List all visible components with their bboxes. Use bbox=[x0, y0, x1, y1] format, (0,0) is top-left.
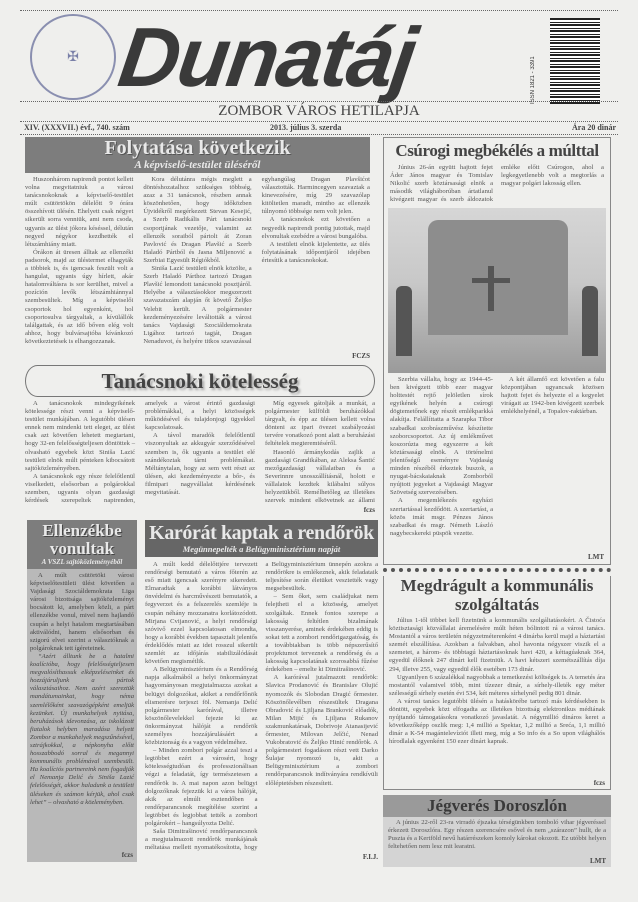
paragraph: Saša Dimitrašinović rendőrparancsnok a megjutalmazott rendőrök munkájának méltatása mellett nyomatékosította, hogy a Belügyminisztérium ünnepén azokra a rendőrökre is emlékeznek, akik feladataik teljesítése során életüket vesztették vagy megsebesültek. bbox=[145, 561, 378, 852]
divider bbox=[20, 121, 618, 122]
paragraph: – Minden zombori polgár azzal teszi a legtöbbet ezért a városért, hogy kötelességtudóan és professzionálisan végzi a feladatát, így természetesen a rendőrök is. A mai napon azon belügyi dolgozóknak fejezzük ki a város hálóját, akik az elmúlt esztendőben a rendőrparancsnok megítélése szerint a legtöbbet és legjobbat tették a zombori polgárokért – hangsúlyozta Delić. bbox=[145, 747, 258, 827]
article-body bbox=[384, 376, 610, 553]
article-header bbox=[25, 137, 370, 173]
cross-bar bbox=[472, 278, 510, 283]
issue-date: 2013. július 3. szerda bbox=[270, 123, 342, 132]
article-body bbox=[384, 161, 610, 205]
article-title: Csúrogi megbékélés a múlttal bbox=[395, 141, 599, 160]
divider bbox=[20, 101, 618, 102]
guard-figure bbox=[396, 286, 412, 356]
paragraph: A karórával jutalmazott rendőrök: Slavica Prodanović és Branislav Olujić nyomozók és Slobodan Dragić őrmester. Köszönőlevélben részesültek Dragana Obradović és Ljiljana Branković előadók, Milan Mijić és Ljiljana Rukanov szakmunkatársak, Dobrivoje Atanasijević őrmester, Milovan Jelčić, Nenad Vukobratović és Željko Hinić rendőrök. A polgármesteri fogadáson részt vett Darko Šulajar nyomozó is, akit a Belügyminisztérium a zombori rendőrparancsnok indítványára rendkívüli előléptetésben részesített. bbox=[265, 674, 378, 787]
paragraph: A múlt csütörtöki városi képviselőtestületi ülést követően a Vajdasági Szociáldemokrata Liga városi bizottsága sajtóközleményt bocsátott ki, amelyben közli, a párt ellenzékbe vonul, mivel nem hajlandó csupán a helyi hatalom megtartásában aktiválódni, hanem elsősorban és szigorú elvei szerint a választóknak a polgároknak tett ígéreteinek. bbox=[30, 572, 134, 652]
article-tanacsnoki bbox=[25, 365, 375, 515]
article-jegveres bbox=[383, 795, 611, 867]
article-signature: fczs bbox=[363, 506, 375, 514]
paragraph: Kora délutánra mégis meglett a döntéshozatalhoz szükséges többség, azaz a 31 tanácsnok, részben annak köszönhetően, hogy időközben Újvidékről megérkezett Stevan Kesejić, a Szerb Radikális Párt tanácsnoki csoportjának vezetője, valamint az ellenzék soraiból pártolt át Zoran Pavlović és Dragan Plavšić a Szerb Haladó Pártból és Jasna Miljenović a Szerbiai Egyesült Régiókból. bbox=[143, 176, 252, 264]
paragraph: Július 1-től többet kell fizetnünk a kommunális szolgáltatásokért. A Čistoća köztisztasági közvállalat áremelésére múlt héten bólintott rá a városi tanács. Mostantól a város területén négyzetméterenként 4 dinárba kerül majd a háztartási szemét elszállítása. Azokban a falvakban, ahol havonta négyszer viszik el a szemetet, a három- és többtagú háztartásoknak havi 420, a kéttagúaknak 364, egyedül élőknek 247 dinárt kell fizetniük. A havi kétszeri szemétszállítás díja 294, illetve 255, vagy egyedül élők esetében 173 dinár. bbox=[389, 617, 605, 673]
paragraph: Siniša Lazić testületi elnök közölte, a Szerb Haladó Párthoz tartozó Dragan Plavšić lemondott tanácsnoki posztjáról. Helyébe a választásokkor megszerzett szavazatszám alapján őt követő Željko Velebit került. A polgármester kezdeményezésére leváltották a városi tanács Vajdasági Szociáldemokrata Ligához tartozó tagját, Dragan Nenaduvot, és helyére titkos szavazással egyhangúlag Dragan Plavšićot választották. Harmincegyen szavaztak a kinevezésére, míg 29 szavazólap kitöltetlen maradt, mintho az ellenzék túlnyomó többsége nem volt jelen. bbox=[143, 176, 370, 345]
article-body bbox=[25, 400, 375, 506]
article-subtitle: A képviselő-testület üléséről bbox=[134, 159, 261, 171]
article-title: Ellenzékbe vonultak bbox=[42, 521, 122, 558]
paragraph: Szerbia vállalta, hogy az 1944-45-ben kivégzett több ezer magyar holttestét rejtő jelöletlen sírok egyikének helyén a csúrogi dögtemetőnek egy részét emlékparkká alakítja. Felállíttatta a Szarapka Tibor szabadkai szobrászművész készítette szoborcsoportot. Az új emlékművet koszorúzta meg egyszerre a két köztársasági elnök. A történelmi jelentőségű eseményre Vajdaság minden részéből érkeztek buszok, a nyugat-bácskaiaknak Zomborból nyújtott jegyeket a Vajdasági Magyar Szövetség szervezésében. bbox=[390, 376, 493, 497]
article-body bbox=[27, 569, 137, 851]
article-title: Jégverés Doroszlón bbox=[383, 795, 611, 817]
paragraph: A megemlékezés egyházi szertartással kezdődött. A szertartást, a közös imát msgr. Pénzes János szabadkai és msgr. Németh László nagybecskereki püspök vezette. bbox=[390, 497, 493, 537]
paragraph: A testületi elnök kijelentette, az ülés folytatásának időpontjáról idejében értesítik a tanácsnokokat. bbox=[261, 240, 370, 264]
article-body bbox=[383, 817, 611, 857]
memorial-photo bbox=[388, 208, 606, 373]
city-seal bbox=[30, 14, 116, 100]
article-megdragult bbox=[383, 576, 611, 790]
article-signature: fczs bbox=[593, 779, 605, 787]
paragraph: Június 26-án együtt hajtott fejet Áder János magyar és Tomislav Nikolić szerb köztársasági elnök a második világháborúban ártatlanul kivégzett magyar és szerb áldozatok emléke előtt Csúrogon, ahol a legkegyetlenebb volt a megtorlás a magyar polgári lakosság ellen. bbox=[390, 164, 604, 204]
article-ellenzekbe bbox=[27, 520, 137, 862]
paragraph: A tanácsnokok mindegyikének kötelessége részt venni a képviselő-testület munkájában. A legutóbbi ülésen ennek nem mindenki tett eleget, az ülést csak azt követően lehetett megtartani, hogy 32-en felelősségteljesen döntöttek – olvasható egyebek közt Siniša Lazić testületi elnök múlt pénteken kibocsátott sajtóközleményében. bbox=[25, 400, 135, 472]
article-body bbox=[25, 176, 370, 352]
paragraph: “Azért álltunk be a hatalmi koalícióba, hogy felelősségteljesen megvalósíthassuk elképzeléseinket és hozzájáruljunk a pártok választásaihoz. Nem azért szereztük mandátumainkat, hogy néma szemlélőként szavazógépként emeljük kezünket. Új munkahelyek nyitása, beruházások idevonzása, az iskolázott fiatalok helyben maradása helyett Zombor a munkahelyek megszűnésével, sztrájkokkal, a népkonyha előtt hosszabbodó sorral és megannyi kommunális problémával szembesült. Ha koalíciós partnereink nem fogadják el Nemanja Delić és Siniša Lazić felelősségét, akkor haladunk a testületi üléseken és számon kérjük, ahol csak lehet” – olvasható a közleményben. bbox=[30, 652, 135, 806]
article-signature: LMT bbox=[590, 857, 606, 865]
article-folytatasa bbox=[25, 137, 370, 361]
barcode-icon bbox=[550, 18, 600, 104]
article-body bbox=[384, 614, 610, 779]
article-signature: LMT bbox=[588, 553, 604, 561]
paragraph: A június 22-ről 23-ra virradó éjszaka térségünkben tomboló vihar jégveréssel érkezett Doroszlóra. Egy részen szerencsére esővel és nem „szárazon” hullt, de a Puszta és a Kertföld nevű határrészeken komoly károkat okozott. Ez utóbbi helyen feltehetően nem lesz mit learatni. bbox=[388, 819, 606, 851]
article-header bbox=[27, 520, 137, 569]
article-header bbox=[145, 520, 378, 557]
paragraph: A Belügyminisztérium és a Rendőrség napja alkalmából a helyi önkormányzat hagyományosan megjutalmazza azokat a belügyi dolgozókat, akiket a rendőrfőnök elismerésre terjeszt föl. Nemanja Delić polgármester karórával, illetve köszönőlevelekkel fejezte ki az önkormányzat hálóját a rendőrök személyes hozzájárulásáért a közbiztonság és a vagyon védelméhez. bbox=[145, 666, 258, 747]
article-karorat bbox=[145, 520, 378, 862]
article-signature: F.I.J. bbox=[362, 853, 378, 861]
article-signature: FCZS bbox=[352, 352, 370, 360]
article-body bbox=[145, 561, 378, 853]
masthead-subtitle: ZOMBOR VÁROS HETILAPJA bbox=[218, 103, 420, 119]
article-subtitle: A VSZL sajtóközleményéből bbox=[41, 558, 123, 566]
paragraph: A tanácsnokok egy része felelőtlenül viselkedett, elsősorban a polgárokkal szemben, ugyanis olyan gazdasági kérdések szerepeltek napirenden, amelyek a várost érintő gazdasági problémákkal, a helyi közösségek működésével és tulajdonjogi ügyekkel kapcsolatosak. bbox=[25, 400, 255, 505]
article-title: Tanácsnoki kötelesség bbox=[25, 365, 375, 397]
article-title: Karórát kaptak a rendőrök bbox=[149, 522, 374, 544]
paragraph: A két államfő ezt követően a falu központjában ugyancsak közösen hajtott fejet és helyezte el a kegyelet virágait az 1942-ben kivégzett szerbek emlékhelyénél, a Topalov-raktárban. bbox=[501, 376, 604, 416]
masthead-title: Dunatáj bbox=[113, 10, 421, 104]
article-subtitle: Megünnepelték a Belügyminisztérium napját bbox=[182, 544, 341, 554]
price: Ára 20 dinár bbox=[572, 123, 616, 132]
article-csurogi bbox=[383, 137, 611, 565]
issn-label: ISSN 1821 - 3391 bbox=[530, 56, 536, 104]
divider bbox=[383, 568, 611, 572]
article-title: Folytatása következik bbox=[104, 137, 291, 159]
seal-crest-icon: ✠ bbox=[67, 49, 79, 65]
paragraph: A városi tanács legutóbbi ülésén a hatáskörébe tartozó más kérdésekben is döntött, egyebek közt elfogadta az illetékes bizottság elektronikus médiának nyújtandó támogatásokra vonatkozó javaslatát. A négymillió dináros keret a következőképp oszlik meg: 1,4 millió a Spektar, 1,2 millió a Sreća, 1,1 millió dinár a K-54 magántelevíziót illeti meg, míg a So info és a So upon világhálós hírodlalak egyenként 150 ezer dinárt kapnak. bbox=[389, 697, 605, 746]
paragraph: A múlt kedd délelőttjére tervezett rendőrségi bemutató a város főterén az eső miatt igencsak szerényre sikeredett. Elmaradtak a korábbi látványos önvédelmi és harcművészeti bemutatók, a fegyverzet és a felszerelés szemléje is csupán néhány mozzanatra korlátozódott. Mirjana Cvijanović, a helyi rendőrségi szóvivő ezzel kapcsolatosan elmondta, hogy a korábbi években tapasztalt jelentős érdeklődés miatt az idei rosszul sikerült szemlét az időjárás stabilizálódását követően megismétlik. bbox=[145, 561, 258, 666]
paragraph: A tanácsnokok ezt követően a negyedik napirendi pontig jutottak, majd elvonultak ezebédre a városi bungalóba. bbox=[261, 216, 370, 240]
paragraph: Huszonhárom napirendi pontot kellett volna megvitatniuk a városi tanácsnokoknak a képviselő-testület múlt csütörtökön délelőtt 9 órára összehívott ülésén. Ehelyett csak négyet sikerült sorra venniük, ami nem csoda, ugyanis az ülést jókora késéssel, délután negyed négykor kezdhették el létszámhiány miatt. bbox=[25, 176, 134, 248]
paragraph: A távol maradók felelőtlenül viszonyultak az akkugyár szerződésével szemben is, ők ugyanis a testület elé szándékoztak tárni problémákat. Méltánytalan, hogy az sem vett részt az ülésen, aki kezdeményezte a bőr-, és filmipari nagyvállalat kérdésének megvitatását. bbox=[145, 432, 255, 497]
cross-icon bbox=[488, 266, 494, 311]
paragraph: Órákon át üresen álltak az ellenzéki padsorok, majd az üléstermet elhagyták a többiek is, és igencsak feszült volt a hangulat, ugyanis úgy hírlett, akár hatalomváltásra is sor kerülhet, mivel a pozíción levők létszámhiánnyal szembesültek. Míg a képviselői csoportok hol egyenként, hol csoportosulva tárgyaltak, a kívülállók találgattak, és az idő bőven elég volt ahhoz, hogy bulvársajtóba kívánkozó következtetések is elhangozzanak. bbox=[25, 248, 134, 345]
issue-number: XIV. (XXXVII.) évf., 740. szám bbox=[24, 123, 130, 132]
paragraph: Ugyanilyen 6 százalékkal nagyobbak a temetkezési költségek is. A temetés ára mostantól valamivel több, mint tízezer dinár, a sírhely-illeték egy méter szélességű sírhely esetén évi 534, két méteres sírhelynél pedig 801 dinár. bbox=[389, 673, 605, 697]
guard-figure bbox=[582, 286, 598, 356]
paragraph: – Sem őket, sem családjukat nem felejtheti el a közösség, amelyet szolgáltak. Ennek fontos szerepe a lakosság feltétlen bizalmának visszanyerése, aminek érdekében eddig is sokat tett a zombori rendőrigazgatóság, és a továbbiakban is több népszerűsítő projektumot terveznek a rendőrség és a lakosság kapcsolatának szorosabbá fűzése érdekében – emelte ki Dimitrašinović. bbox=[265, 593, 378, 674]
paragraph: Hasonló ármánykodás zajlik a gazdasági Grandikában, az Aleksa Šantić mezőgazdasági vállalatban és a Severinnre unosszállításnál, holott e vállalatok kezdtek kilábalni súlyos helyzetükből. Remélhetőleg az illetékes szervek mindent elkövetnek az állami bbox=[265, 448, 375, 505]
paragraph: Míg egyesek gátolják a munkát, a polgármester külföldi beruházókkal tárgyalt, és épp az ülésen kellett volna dönteni az ipari övezet szabályozási tervére vonatkozó pont alatt a beruházási feltételek megteremtéséről. bbox=[265, 400, 375, 448]
article-signature: fczs bbox=[121, 851, 133, 859]
article-title: Megdrágult a kommunális szolgáltatás bbox=[400, 576, 594, 614]
divider bbox=[20, 134, 618, 135]
